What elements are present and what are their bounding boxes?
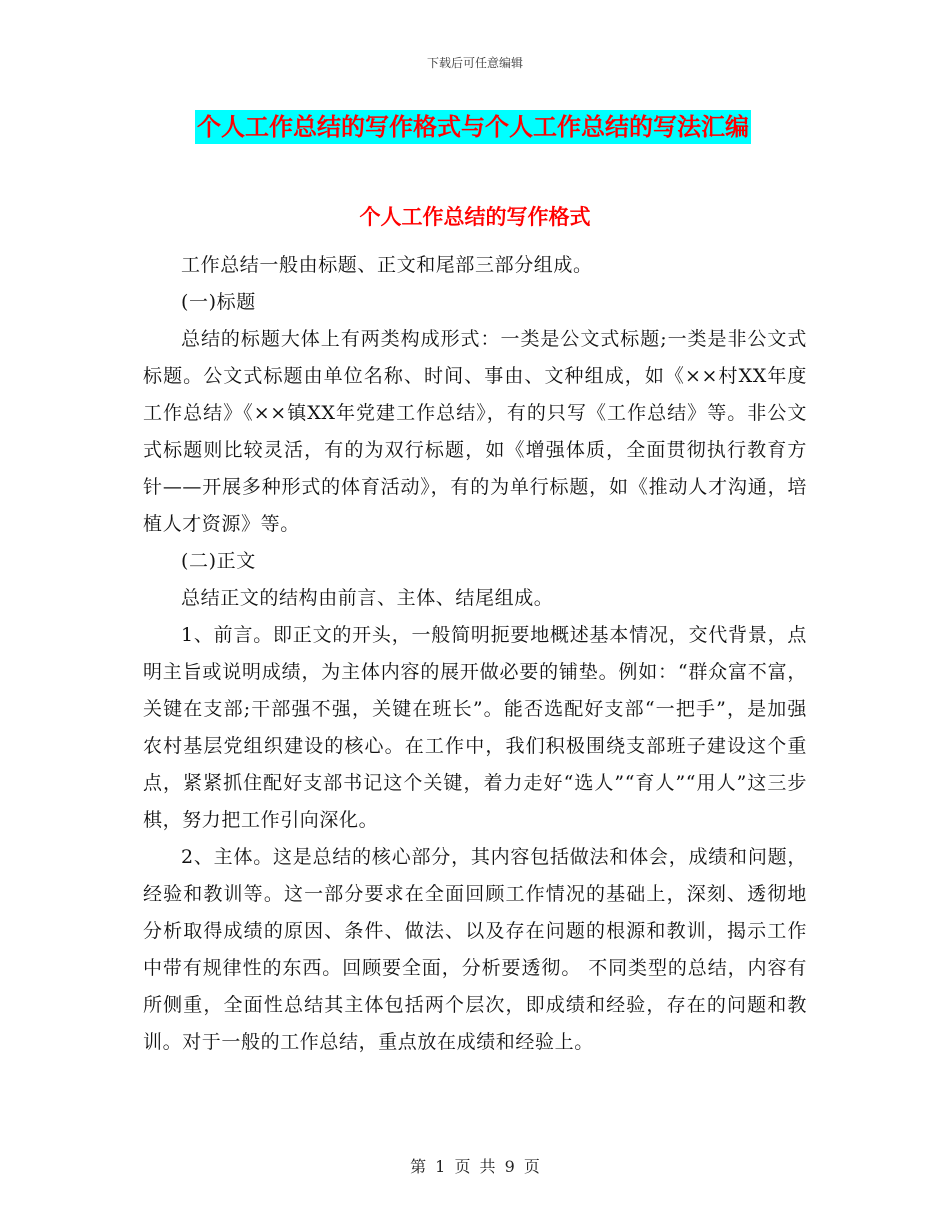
paragraph: 工作总结一般由标题、正文和尾部三部分组成。 bbox=[181, 254, 593, 276]
paragraph: (二)正文 bbox=[181, 550, 256, 572]
body-text bbox=[143, 247, 807, 1061]
paragraph: 总结的标题大体上有两类构成形式：一类是公文式标题;一类是非公文式标题。公文式标题由单位名称、时间、事由、文种组成，如《××村XX年度工作总结》《××镇XX年党建工作总结》，有的只写《工作总结》等。非公文式标题则比较灵活，有的为双行标题，如《增强体质，全面贯彻执行教育方针——开展多种形式的体育活动》，有的为单行标题，如《推动人才沟通，培植人才资源》等。 bbox=[143, 328, 807, 535]
section-title: 个人工作总结的写作格式 bbox=[359, 204, 591, 229]
paragraph: (一)标题 bbox=[181, 291, 256, 313]
document-title: 个人工作总结的写作格式与个人工作总结的写法汇编 bbox=[195, 110, 751, 144]
page-number: 第 1 页 共 9 页 bbox=[410, 1157, 540, 1176]
paragraph: 总结正文的结构由前言、主体、结尾组成。 bbox=[181, 587, 554, 609]
paragraph: 1、前言。即正文的开头，一般简明扼要地概述基本情况，交代背景，点明主旨或说明成绩，为主体内容的展开做必要的铺垫。例如：“群众富不富，关键在支部;干部强不强，关键在班长”。能否选配好支部“一把手”，是加强农村基层党组织建设的核心。在工作中，我们积极围绕支部班子建设这个重点，紧紧抓住配好支部书记这个关键，着力走好“选人”“育人”“用人”这三步棋，努力把工作引向深化。 bbox=[143, 624, 807, 831]
paragraph: 2、主体。这是总结的核心部分，其内容包括做法和体会，成绩和问题，经验和教训等。这一部分要求在全面回顾工作情况的基础上，深刻、透彻地分析取得成绩的原因、条件、做法、以及存在问题的根源和教训，揭示工作中带有规律性的东西。回顾要全面，分析要透彻。 不同类型的总结，内容有所侧重，全面性总结其主体包括两个层次，即成绩和经验，存在的问题和教训。对于一般的工作总结，重点放在成绩和经验上。 bbox=[143, 846, 807, 1053]
header-note: 下载后可任意编辑 bbox=[426, 56, 523, 70]
